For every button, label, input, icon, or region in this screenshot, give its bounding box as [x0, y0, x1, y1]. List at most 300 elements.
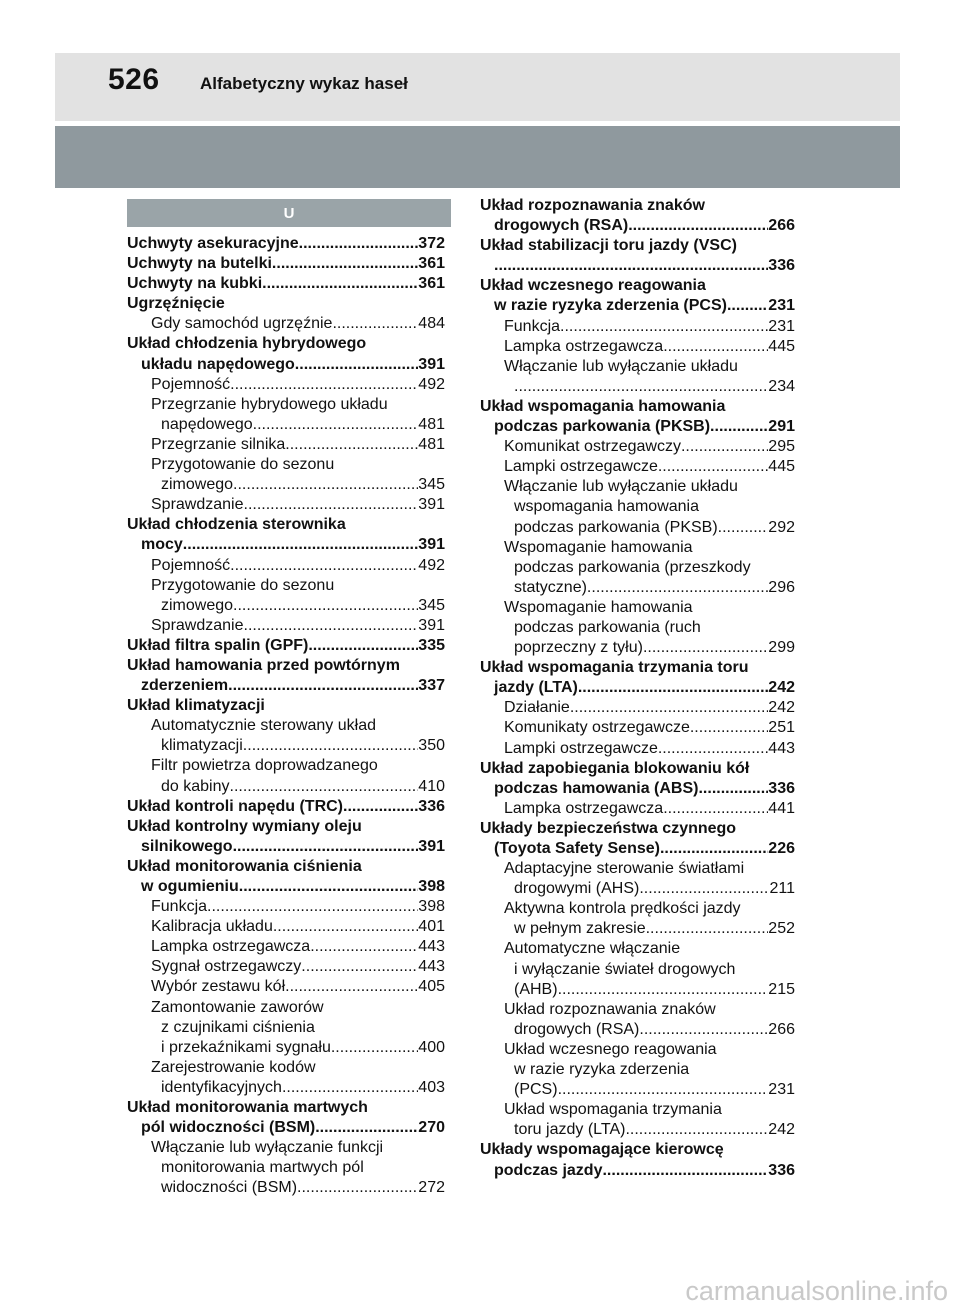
dot-leader — [228, 676, 418, 696]
dot-leader — [243, 736, 419, 756]
dot-leader — [578, 678, 768, 698]
entry-text-line: monitorowania martwych pól — [161, 1159, 364, 1177]
index-entry — [127, 334, 445, 374]
entry-page-line — [480, 296, 795, 316]
entry-text: zimowego — [161, 476, 234, 494]
entry-text-line: podczas parkowania (ruch — [514, 618, 701, 636]
entry-text: klimatyzacji — [161, 737, 243, 755]
entry-page-line — [480, 417, 795, 437]
index-subentry — [127, 897, 445, 917]
dot-leader — [639, 879, 769, 899]
dot-leader — [301, 957, 418, 977]
entry-page-line — [504, 718, 795, 738]
index-entry — [127, 1098, 445, 1138]
entry-text: Układ kontroli napędu (TRC) — [127, 797, 343, 815]
dot-leader — [230, 777, 419, 797]
entry-text: podczas hamowania (ABS) — [494, 779, 699, 797]
entry-text: Uchwyty na butelki — [127, 255, 272, 273]
index-entry — [127, 797, 445, 817]
entry-page-line — [151, 596, 445, 616]
index-entry — [127, 857, 445, 897]
entry-text: Przegrzanie silnika — [151, 435, 286, 453]
entry-text-line: Układ rozpoznawania znaków — [480, 197, 705, 214]
entry-text-line: Układ rozpoznawania znaków — [504, 1000, 716, 1018]
dot-leader — [658, 739, 768, 759]
dot-leader — [244, 616, 419, 636]
index-subentry — [480, 538, 795, 598]
entry-page-line — [151, 415, 445, 435]
index-subentry — [480, 357, 795, 397]
entry-text-line: i wyłączanie świateł drogowych — [514, 960, 736, 978]
index-subentry — [480, 598, 795, 658]
entry-page-line — [504, 698, 795, 718]
entry-page-line — [151, 897, 445, 917]
entry-text: Gdy samochód ugrzęźnie — [151, 315, 333, 333]
index-entry — [480, 397, 795, 437]
page-reference: 443 — [418, 938, 445, 956]
dot-leader — [207, 897, 418, 917]
index-column-left — [127, 234, 445, 1199]
dot-leader — [710, 417, 768, 437]
entry-page-line — [151, 556, 445, 576]
entry-page-line — [151, 977, 445, 997]
entry-text-line: Układ wspomagania trzymania toru — [480, 659, 749, 677]
entry-text: Lampka ostrzegawcza — [504, 337, 664, 355]
entry-text: Pojemność — [151, 556, 231, 574]
dot-leader — [663, 799, 768, 819]
index-subentry — [127, 395, 445, 435]
entry-page-line — [504, 1120, 795, 1140]
index-entry — [480, 196, 795, 236]
index-subentry — [127, 937, 445, 957]
dot-leader — [297, 1178, 418, 1198]
page-reference: 391 — [418, 536, 445, 554]
entry-page-line — [127, 355, 445, 375]
dot-leader — [295, 355, 419, 375]
entry-page-line — [504, 799, 795, 819]
page-reference: 445 — [768, 458, 795, 476]
dot-leader — [282, 1078, 418, 1098]
entry-text: Lampki ostrzegawcze — [504, 458, 658, 476]
dot-leader — [698, 779, 768, 799]
page-reference: 398 — [418, 878, 445, 895]
entry-text-line: Zamontowanie zaworów — [151, 998, 324, 1016]
page-reference: 296 — [768, 578, 795, 596]
entry-text: poprzeczny z tyłu) — [514, 639, 643, 657]
entry-page-line — [151, 957, 445, 977]
entry-page-line — [480, 779, 795, 799]
index-column-right — [480, 196, 795, 1181]
page-reference: 391 — [418, 616, 445, 634]
dot-leader — [602, 1161, 768, 1181]
page-reference: 234 — [768, 377, 795, 395]
entry-page-line — [480, 256, 795, 276]
index-subentry — [127, 756, 445, 796]
index-entry — [480, 276, 795, 316]
index-subentry — [480, 1040, 795, 1100]
entry-page-line — [151, 495, 445, 515]
entry-page-line — [504, 578, 795, 598]
entry-text: do kabiny — [161, 777, 230, 795]
entry-text-line: Układ stabilizacji toru jazdy (VSC) — [480, 237, 737, 255]
page-reference: 242 — [768, 1121, 795, 1139]
dot-leader — [230, 556, 418, 576]
page-reference: 336 — [768, 1161, 795, 1179]
page-reference: 391 — [418, 837, 445, 855]
entry-text: Sygnał ostrzegawczy — [151, 958, 302, 976]
entry-text-line: Ugrzęźnięcie — [127, 295, 225, 313]
entry-text: Wybór zestawu kół — [151, 978, 286, 996]
index-entry — [480, 759, 795, 799]
entry-page-line — [151, 1078, 445, 1098]
entry-page-line — [480, 839, 795, 859]
entry-text: Działanie — [504, 699, 570, 717]
dot-leader — [183, 535, 419, 555]
entry-text: Lampka ostrzegawcza — [151, 938, 311, 956]
entry-page-line — [151, 314, 445, 334]
index-subentry — [127, 556, 445, 576]
entry-page-line — [504, 1020, 795, 1040]
dot-leader — [272, 254, 418, 274]
entry-text-line: podczas parkowania (przeszkody — [514, 558, 751, 576]
page-reference: 231 — [768, 1081, 795, 1099]
entry-page-line — [504, 739, 795, 759]
entry-text-line: Układy bezpieczeństwa czynnego — [480, 819, 737, 837]
entry-text-line: z czujnikami ciśnienia — [161, 1018, 315, 1036]
entry-text: (AHB) — [514, 980, 558, 998]
page-reference: 211 — [769, 880, 795, 898]
entry-text: w pełnym zakresie — [514, 920, 646, 938]
entry-page-line — [127, 676, 445, 696]
entry-text: podczas jazdy — [494, 1161, 603, 1179]
entry-text-line: Przegrzanie hybrydowego układu — [151, 395, 388, 413]
entry-text-line: Układ wspomagania trzymania — [504, 1101, 722, 1119]
entry-text: drogowymi (AHS) — [514, 880, 640, 898]
page-reference: 350 — [418, 737, 445, 755]
index-subentry — [480, 457, 795, 477]
index-subentry — [127, 455, 445, 495]
page-title: Alfabetyczny wykaz haseł — [200, 74, 408, 93]
entry-text: Sprawdzanie — [151, 496, 244, 514]
page-reference: 295 — [768, 438, 795, 456]
entry-page-line — [480, 216, 795, 236]
entry-text-line: Układ klimatyzacji — [127, 697, 265, 715]
page-reference: 401 — [418, 918, 445, 936]
dot-leader — [658, 457, 768, 477]
page-reference: 484 — [418, 315, 445, 333]
page-reference: 443 — [418, 958, 445, 976]
dot-leader — [690, 718, 768, 738]
page-reference: 335 — [418, 636, 445, 654]
entry-text: Funkcja — [151, 898, 208, 916]
entry-text-line: Układ wczesnego reagowania — [504, 1040, 717, 1058]
dot-leader — [253, 415, 419, 435]
entry-text-line: Włączanie lub wyłączanie funkcji — [151, 1139, 384, 1157]
entry-page-line — [127, 837, 445, 857]
entry-text-line: Zarejestrowanie kodów — [151, 1058, 316, 1076]
section-letter-heading: U — [127, 199, 451, 227]
entry-text: Sprawdzanie — [151, 616, 244, 634]
entry-page-line — [151, 777, 445, 797]
index-subentry — [480, 859, 795, 899]
index-entry — [127, 817, 445, 857]
page-reference: 252 — [768, 920, 795, 938]
dot-leader — [587, 578, 768, 598]
page-reference: 337 — [418, 677, 445, 695]
page-reference: 441 — [768, 799, 795, 817]
entry-text: drogowych (RSA) — [514, 1020, 640, 1038]
index-entry — [127, 294, 445, 314]
entry-text: (PCS) — [514, 1081, 558, 1099]
page-reference: 345 — [418, 596, 445, 614]
page-reference: 345 — [418, 476, 445, 494]
dot-leader — [310, 937, 418, 957]
entry-page-line — [151, 1178, 445, 1198]
entry-text: jazdy (LTA) — [494, 679, 578, 697]
index-subentry — [127, 576, 445, 616]
dot-leader — [233, 837, 419, 857]
index-subentry — [480, 939, 795, 999]
page-reference: 270 — [418, 1119, 445, 1137]
dot-leader — [628, 216, 768, 236]
index-subentry — [127, 375, 445, 395]
entry-text-line: Wspomaganie hamowania — [504, 598, 693, 616]
entry-text: statyczne) — [514, 578, 587, 596]
page-reference: 410 — [418, 777, 445, 795]
index-subentry — [480, 337, 795, 357]
index-subentry — [127, 917, 445, 937]
entry-page-line — [127, 1118, 445, 1138]
index-subentry — [480, 899, 795, 939]
page-reference: 405 — [418, 978, 445, 996]
dot-leader — [233, 475, 418, 495]
entry-text-line: Układy wspomagające kierowcę — [480, 1141, 724, 1159]
dot-leader — [643, 638, 768, 658]
entry-text-line: w razie ryzyka zderzenia — [514, 1061, 690, 1079]
entry-text: Uchwyty asekuracyjne — [127, 235, 299, 252]
dot-leader — [285, 435, 418, 455]
entry-text: Lampki ostrzegawcze — [504, 739, 658, 757]
entry-page-line — [151, 917, 445, 937]
entry-text: toru jazdy (LTA) — [514, 1121, 626, 1139]
watermark: carmanualsonline.info — [685, 1276, 948, 1306]
entry-text: Uchwyty na kubki — [127, 275, 263, 293]
dot-leader — [639, 1020, 768, 1040]
index-subentry — [480, 739, 795, 759]
dot-leader — [343, 797, 418, 817]
page-reference: 361 — [418, 275, 445, 293]
page-reference: 445 — [768, 337, 795, 355]
entry-text: zderzeniem — [141, 677, 229, 695]
index-subentry — [480, 698, 795, 718]
entry-text: Układ filtra spalin (GPF) — [127, 636, 309, 654]
entry-page-line — [151, 475, 445, 495]
entry-text: układu napędowego — [141, 355, 295, 373]
page-reference: 403 — [418, 1078, 445, 1096]
entry-page-line — [480, 1161, 795, 1181]
entry-page-line — [504, 879, 795, 899]
index-subentry — [480, 477, 795, 537]
entry-page-line — [151, 375, 445, 395]
entry-page-line — [504, 638, 795, 658]
page-reference: 391 — [418, 355, 445, 373]
entry-text-line: wspomagania hamowania — [514, 498, 699, 516]
index-subentry — [127, 957, 445, 977]
index-subentry — [480, 1100, 795, 1140]
entry-page-line — [504, 457, 795, 477]
entry-text-line: Układ chłodzenia hybrydowego — [127, 335, 367, 353]
dot-leader — [558, 980, 769, 1000]
index-entry — [480, 658, 795, 698]
entry-page-line — [504, 337, 795, 357]
dot-leader — [331, 1038, 418, 1058]
dot-leader — [646, 919, 769, 939]
dot-leader — [230, 375, 418, 395]
page-reference: 242 — [768, 699, 795, 717]
dot-leader — [233, 596, 418, 616]
entry-text: napędowego — [161, 415, 253, 433]
page-reference: 215 — [768, 980, 795, 998]
entry-text-line: Przygotowanie do sezonu — [151, 576, 335, 594]
entry-text: (Toyota Safety Sense) — [494, 840, 660, 857]
page-reference: 361 — [418, 255, 445, 273]
entry-text-line: Układ monitorowania ciśnienia — [127, 857, 362, 875]
index-entry — [480, 1140, 795, 1180]
entry-text: Komunikat ostrzegawczy — [504, 438, 681, 456]
dot-leader — [239, 877, 419, 897]
index-entry — [127, 254, 445, 274]
entry-text: Kalibracja układu — [151, 918, 273, 936]
entry-text-line: Automatycznie sterowany układ — [151, 717, 376, 735]
page-reference: 400 — [418, 1038, 445, 1056]
entry-page-line — [480, 678, 795, 698]
entry-text-line: Układ hamowania przed powtórnym — [127, 656, 400, 674]
page-reference: 266 — [768, 1020, 795, 1038]
entry-text-line: Adaptacyjne sterowanie światłami — [504, 860, 745, 878]
entry-text: Funkcja — [504, 317, 561, 335]
entry-page-line — [504, 437, 795, 457]
index-entry — [127, 636, 445, 656]
entry-text: silnikowego — [141, 837, 233, 855]
entry-page-line — [504, 1080, 795, 1100]
dot-leader — [308, 636, 418, 656]
index-subentry — [127, 314, 445, 334]
page-reference: 272 — [418, 1179, 445, 1197]
index-entry — [127, 274, 445, 294]
entry-text-line: Wspomaganie hamowania — [504, 538, 693, 556]
dot-leader — [663, 337, 768, 357]
entry-text-line: Układ monitorowania martwych — [127, 1099, 368, 1117]
page-reference: 443 — [768, 739, 795, 757]
entry-text: Pojemność — [151, 375, 231, 393]
index-subentry — [127, 1138, 445, 1198]
dot-leader — [560, 317, 768, 337]
entry-text: identyfikacyjnych — [161, 1078, 282, 1096]
entry-text-line: Układ chłodzenia sterownika — [127, 516, 346, 534]
dot-leader — [727, 296, 768, 316]
entry-page-line — [151, 937, 445, 957]
entry-page-line — [127, 535, 445, 555]
page-reference: 492 — [418, 556, 445, 574]
entry-text-line: Układ wspomagania hamowania — [480, 397, 726, 415]
entry-text-line: Układ zapobiegania blokowaniu kół — [480, 759, 750, 777]
entry-text: i przekaźnikami sygnału — [161, 1038, 331, 1056]
entry-text-line: Filtr powietrza doprowadzanego — [151, 757, 378, 775]
dot-leader — [285, 977, 418, 997]
page-reference: 336 — [418, 797, 445, 815]
index-entry — [480, 819, 795, 859]
dot-leader — [315, 1118, 418, 1138]
index-subentry — [127, 977, 445, 997]
page-reference: 481 — [418, 415, 445, 433]
entry-text-line: Aktywna kontrola prędkości jazdy — [504, 900, 741, 918]
entry-page-line — [504, 980, 795, 1000]
dot-leader — [570, 698, 768, 718]
entry-text: Komunikaty ostrzegawcze — [504, 719, 690, 737]
page-reference: 251 — [768, 719, 795, 737]
index-subentry — [480, 1000, 795, 1040]
entry-page-line — [127, 636, 445, 656]
entry-text: widoczności (BSM) — [161, 1179, 298, 1197]
entry-page-line — [504, 518, 795, 538]
index-subentry — [480, 799, 795, 819]
header-banner — [55, 126, 900, 188]
page-reference: 391 — [418, 496, 445, 514]
index-entry — [127, 515, 445, 555]
entry-text: mocy — [141, 536, 183, 554]
entry-page-line — [151, 435, 445, 455]
entry-text-line: Automatyczne włączanie — [504, 940, 681, 958]
index-subentry — [127, 616, 445, 636]
page-number: 526 — [108, 63, 160, 96]
page-reference: 231 — [768, 317, 795, 335]
page-reference: 492 — [418, 375, 445, 393]
entry-text-line: Włączanie lub wyłączanie układu — [504, 357, 738, 375]
index-subentry — [127, 495, 445, 515]
page-reference: 336 — [768, 257, 795, 275]
page-reference: 398 — [418, 898, 445, 916]
index-subentry — [480, 317, 795, 337]
dot-leader — [514, 377, 768, 397]
page-reference: 242 — [768, 679, 795, 697]
dot-leader — [558, 1080, 769, 1100]
page-reference: 481 — [418, 435, 445, 453]
index-subentry — [127, 1058, 445, 1098]
page-reference: 266 — [768, 217, 795, 235]
index-subentry — [480, 718, 795, 738]
dot-leader — [681, 437, 768, 457]
index-subentry — [127, 998, 445, 1058]
index-subentry — [127, 435, 445, 455]
entry-page-line — [127, 234, 445, 254]
entry-text: pól widoczności (BSM) — [141, 1119, 316, 1137]
entry-text: zimowego — [161, 596, 234, 614]
page-reference: 372 — [418, 235, 445, 252]
entry-page-line — [127, 797, 445, 817]
dot-leader — [494, 256, 768, 276]
entry-text: podczas parkowania (PKSB) — [494, 418, 711, 436]
dot-leader — [660, 839, 768, 859]
entry-page-line — [151, 1038, 445, 1058]
entry-page-line — [127, 877, 445, 897]
entry-text: w ogumieniu — [141, 878, 239, 895]
dot-leader — [244, 495, 419, 515]
dot-leader — [273, 917, 418, 937]
entry-page-line — [127, 274, 445, 294]
dot-leader — [718, 518, 769, 538]
index-entry — [127, 656, 445, 696]
index-entry — [127, 234, 445, 254]
